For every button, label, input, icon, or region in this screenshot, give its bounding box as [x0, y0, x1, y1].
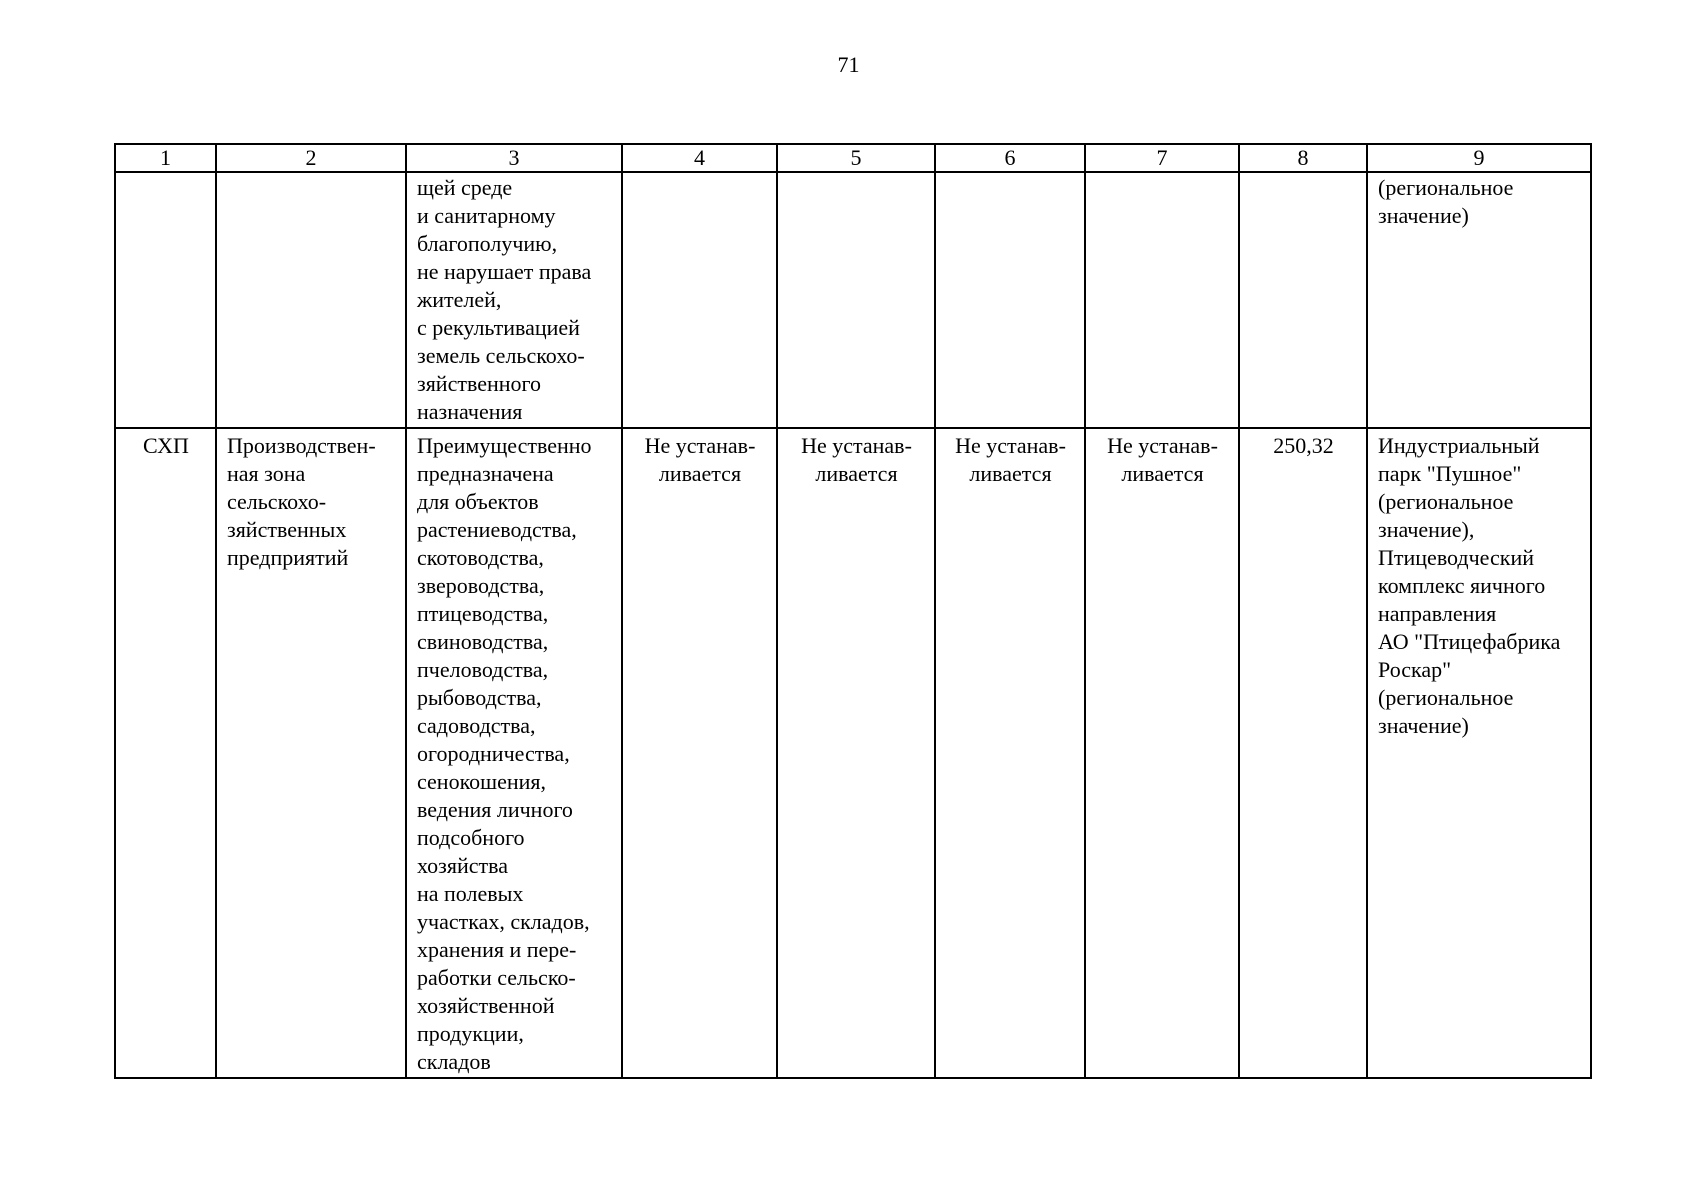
column-header-1: 1	[115, 144, 216, 172]
cell-text: Не устанав- ливается	[801, 433, 912, 486]
table-cell	[1239, 172, 1367, 428]
zone-purpose: Преимущественно предназначена для объектов растениеводства, скотоводства, звероводства, птицеводства, свиноводства, пчеловодства, рыбоводства, садоводства, огородничества, сенокошения, ведения личного подсобного хозяйства на полевых участках, складов, хранения и пере- работки сельско- хозяйственной продукции, складов	[417, 433, 592, 1074]
zoning-table	[114, 143, 1592, 1079]
column-header-5: 5	[777, 144, 935, 172]
column-header-6: 6	[935, 144, 1085, 172]
zone-code: СХП	[143, 433, 189, 458]
cell-text: (региональное значение)	[1378, 175, 1514, 228]
cell-text: Не устанав- ливается	[644, 433, 756, 486]
column-header-2: 2	[216, 144, 406, 172]
column-header-8: 8	[1239, 144, 1367, 172]
table-row-continuation	[115, 172, 1591, 428]
zone-name-cell	[216, 428, 406, 1078]
table-cell	[622, 428, 777, 1078]
page-number: 71	[837, 52, 860, 77]
zone-name: Производствен- ная зона сельскохо- зяйственных предприятий	[227, 433, 376, 570]
table-cell	[777, 172, 935, 428]
header-row	[115, 144, 1591, 172]
column-header-9: 9	[1367, 144, 1591, 172]
zone-code-cell	[115, 428, 216, 1078]
table-row-shp	[115, 428, 1591, 1078]
table-cell	[1085, 172, 1239, 428]
table-cell	[1367, 172, 1591, 428]
table-cell	[406, 172, 622, 428]
objects-list: Индустриальный парк "Пушное" (региональное значение), Птицеводческий комплекс яичного направления АО "Птицефабрика Роскар" (региональное значение)	[1378, 433, 1561, 738]
area-value: 250,32	[1273, 433, 1334, 458]
column-header-3: 3	[406, 144, 622, 172]
table-cell	[216, 172, 406, 428]
table-cell	[935, 172, 1085, 428]
cell-text: Не устанав- ливается	[1107, 433, 1218, 486]
zone-purpose-cell	[406, 428, 622, 1078]
objects-cell	[1367, 428, 1591, 1078]
column-header-7: 7	[1085, 144, 1239, 172]
area-cell	[1239, 428, 1367, 1078]
cell-text: щей среде и санитарному благополучию, не нарушает права жителей, с рекультивацией земель сельскохо- зяйственного назначения	[417, 175, 592, 424]
cell-text: Не устанав- ливается	[955, 433, 1066, 486]
table-cell	[935, 428, 1085, 1078]
column-header-4: 4	[622, 144, 777, 172]
table-cell	[622, 172, 777, 428]
table-cell	[115, 172, 216, 428]
table-cell	[1085, 428, 1239, 1078]
table-cell	[777, 428, 935, 1078]
